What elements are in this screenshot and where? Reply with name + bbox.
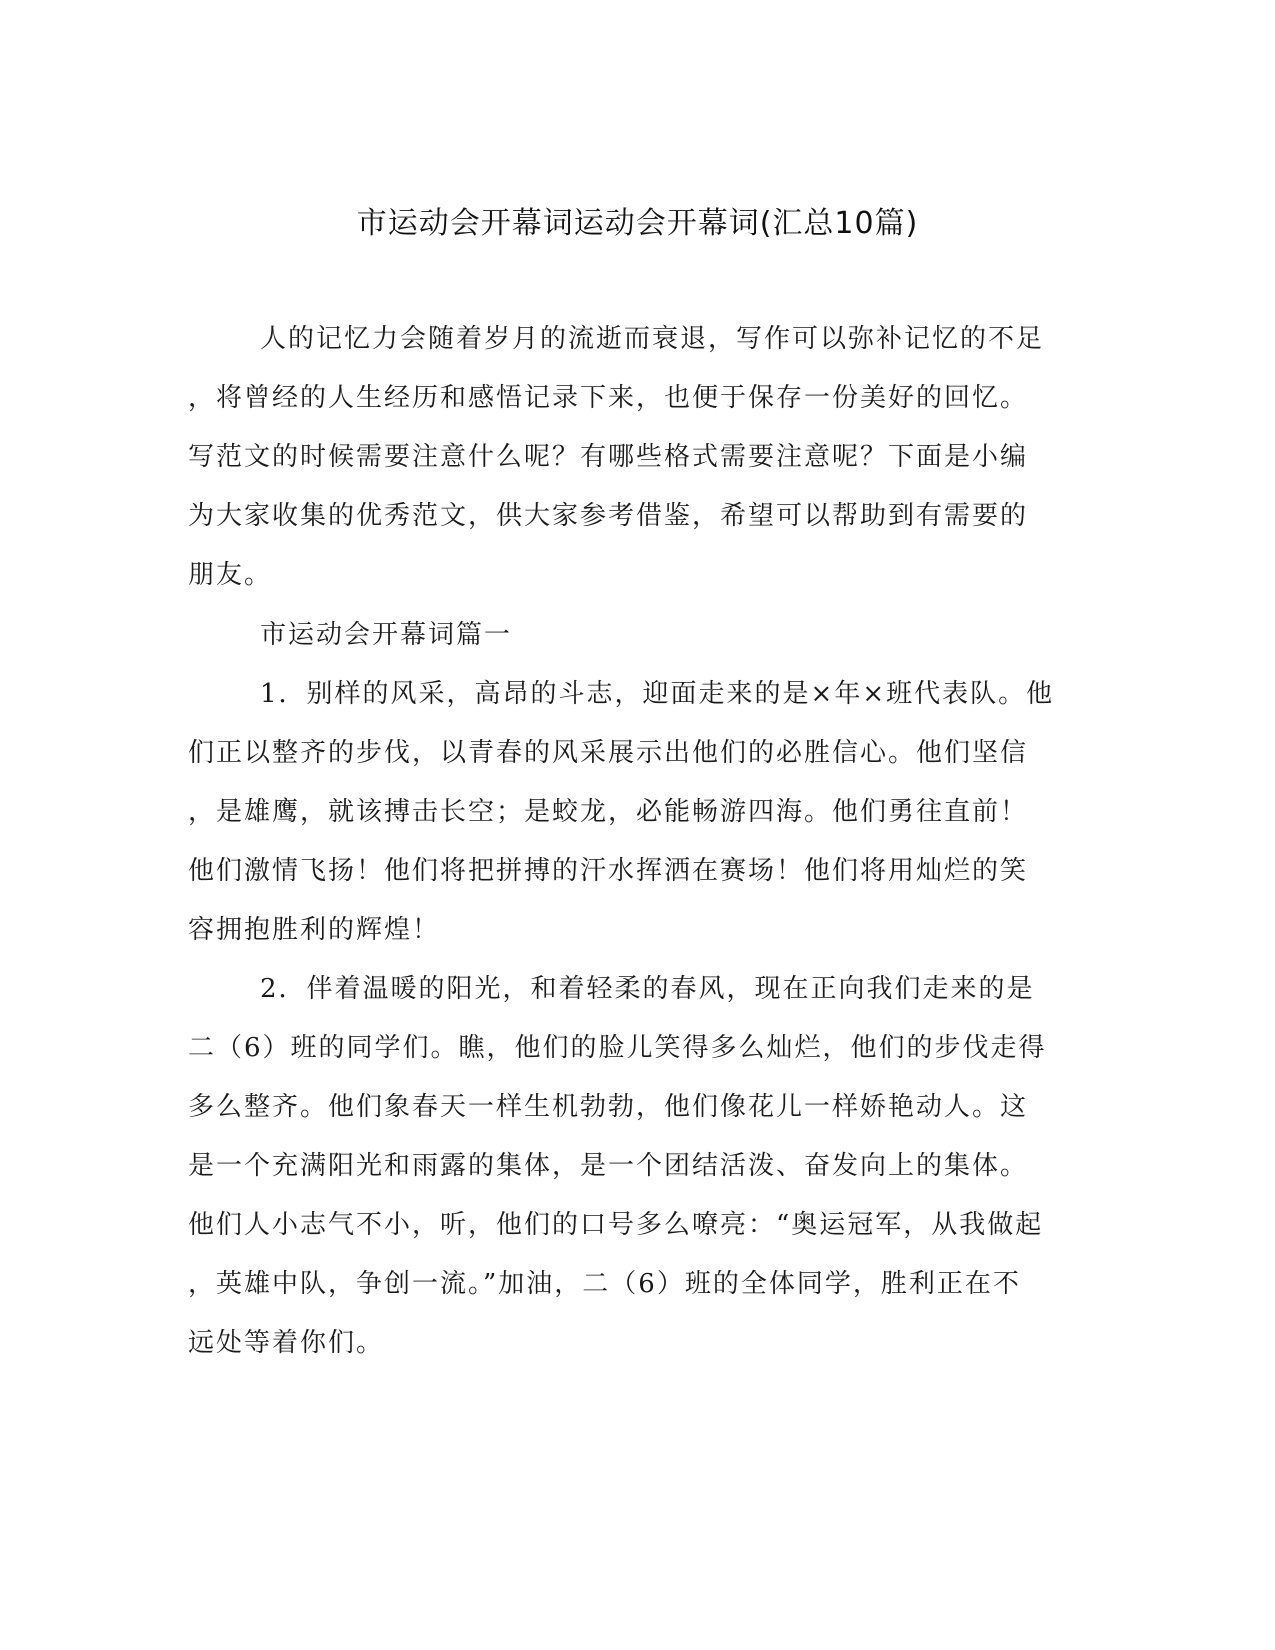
intro-line-3: 写范文的时候需要注意什么呢？有哪些格式需要注意呢？下面是小编 — [188, 442, 1029, 472]
intro-line-1: 人的记忆力会随着岁月的流逝而衰退，写作可以弥补记忆的不足 — [260, 324, 1045, 354]
paragraph-2-line-2: 二（6）班的同学们。瞧，他们的脸儿笑得多么灿烂，他们的步伐走得 — [188, 1033, 1047, 1063]
intro-line-2: ，将曾经的人生经历和感悟记录下来，也便于保存一份美好的回忆。 — [188, 383, 1029, 413]
paragraph-2-line-7: 远处等着你们。 — [188, 1328, 385, 1358]
section-heading: 市运动会开幕词篇一 — [260, 620, 513, 650]
document-title: 市运动会开幕词运动会开幕词(汇总10篇) — [356, 206, 919, 241]
paragraph-2-line-4: 是一个充满阳光和雨露的集体，是一个团结活泼、奋发向上的集体。 — [188, 1151, 1029, 1181]
intro-line-5: 朋友。 — [188, 560, 273, 590]
paragraph-1-line-5: 容拥抱胜利的辉煌！ — [188, 915, 441, 945]
paragraph-1-line-2: 们正以整齐的步伐，以青春的风采展示出他们的必胜信心。他们坚信 — [188, 738, 1029, 768]
intro-line-4: 为大家收集的优秀范文，供大家参考借鉴，希望可以帮助到有需要的 — [188, 501, 1029, 531]
paragraph-2-line-1: 2．伴着温暖的阳光，和着轻柔的春风，现在正向我们走来的是 — [260, 974, 1035, 1004]
paragraph-2-line-6: ，英雄中队，争创一流。”加油，二（6）班的全体同学，胜利正在不 — [188, 1269, 1021, 1299]
paragraph-1-line-3: ，是雄鹰，就该搏击长空；是蛟龙，必能畅游四海。他们勇往直前！ — [188, 797, 1029, 827]
paragraph-1-line-4: 他们激情飞扬！他们将把拼搏的汗水挥洒在赛场！他们将用灿烂的笑 — [188, 856, 1029, 886]
paragraph-2-line-5: 他们人小志气不小，听，他们的口号多么嘹亮：“奥运冠军，从我做起 — [188, 1210, 1044, 1240]
paragraph-1-line-1: 1．别样的风采，高昂的斗志，迎面走来的是×年×班代表队。他 — [260, 679, 1055, 709]
paragraph-2-line-3: 多么整齐。他们象春天一样生机勃勃，他们像花儿一样娇艳动人。这 — [188, 1092, 1029, 1122]
